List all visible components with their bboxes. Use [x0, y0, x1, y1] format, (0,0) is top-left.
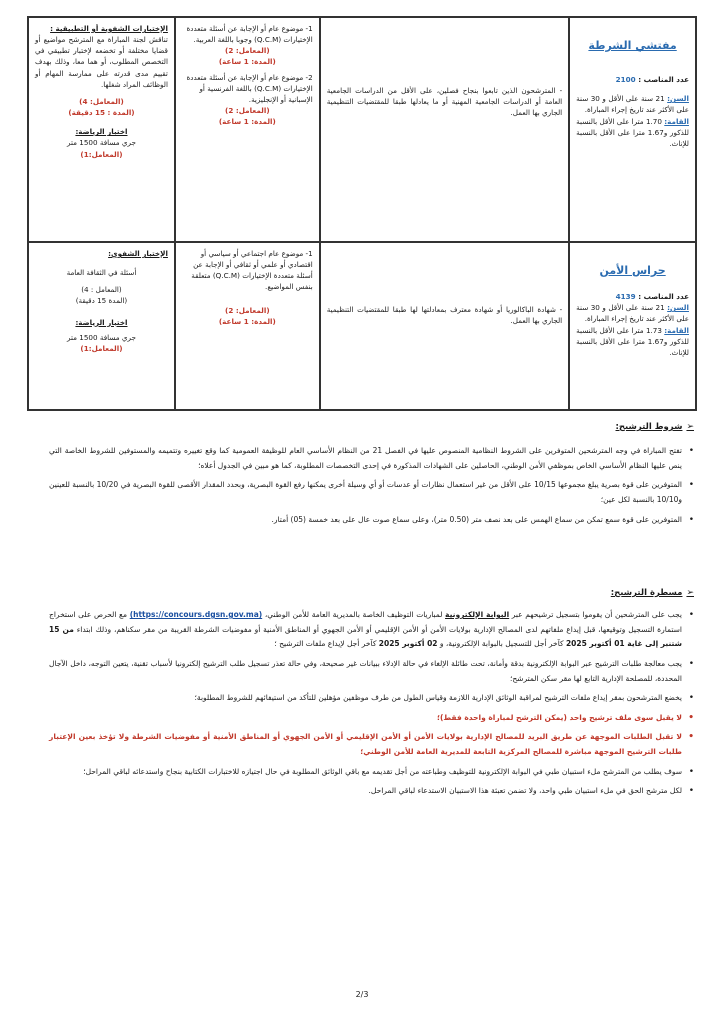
sport-title: اختبار الرياضة:: [75, 317, 128, 327]
oral-title: الإختبارات الشفوية أو التطبيقية :: [50, 24, 168, 33]
portal-link[interactable]: (https://concours.dgsn.gov.ma): [129, 610, 263, 619]
age-text: 21 سنة على الأقل و 30 سنة على الأكثر عند تاريخ إجراء المباراة.: [576, 94, 689, 115]
list-item: • لكل مترشح الحق في ملء استبيان طبي واحد، ولا تضمن تعبئة هذا الاستبيان الاستدعاء لباقي المراحل.: [49, 784, 694, 799]
conditions-cell: [320, 17, 569, 242]
post-title: حراس الأمن: [599, 264, 666, 277]
list-item: • لا يقبل سوى ملف ترشيح واحد (يمكن الترشح لمباراة واحدة فقط)؛: [49, 711, 694, 726]
list-item: • المتوفرين على قوة بصرية يبلغ مجموعها 10/15 على الأقل من غير استعمال نظارات أو عدسات أو أي وسيلة أخرى يمكنها رفع القوة البصرية، وبحدد المقدار الأقصى للقوة البصرية في 10/20 بالنسبة للعينين و10/10 بالنسبة لكل عين؛: [49, 478, 694, 507]
height-text: 1.70 مترا على الأقل بالنسبة للذكور و1.67 مترا على الأقل بالنسبة للإناث.: [576, 116, 689, 148]
table-row: [28, 242, 696, 410]
post-title: مفتشي الشرطة: [588, 39, 677, 52]
count-value: 4139: [615, 292, 636, 302]
count-label: عدد المناصب :: [638, 75, 689, 85]
oral-text: تناقش لجنة المباراة مع المترشح مواضيع أو قضايا مختلفة أو تخضعه لإختبار تطبيقي في التخصص المطلوب، أو هما معا، وذلك بهدف تقييم مدى قدرته على ممارسة المهام أو الوظائف المراد شغلها.: [35, 35, 168, 89]
conditions-cell: [320, 242, 569, 410]
oral-title: الإختبار الشفوي:: [108, 249, 168, 258]
conditions-text: - شهادة الباكالوريا أو شهادة معترف بمعادلتها لها طبقا للمقتضيات التنظيمية الجاري بها العمل.: [326, 305, 563, 326]
section-heading: ➢ شروط الترشيح:: [615, 422, 694, 432]
list-item: • سوف يطلب من المترشح ملء استبيان طبي في البوابة الإلكترونية للتوظيف وطباعته من أجل تقديمه مع باقي الوثائق المطلوبة في حال اجتيازه للاختبارات الكتابية بنجاح واستدعائه لباقي المراحل؛: [49, 765, 694, 780]
table-row: [28, 17, 696, 242]
post-cell: [569, 17, 696, 242]
age-label: السن:: [667, 94, 689, 104]
list-item: • لا تقبل الطلبات الموجهة عن طريق البريد للمصالح الإدارية بولايات الأمن أو الأمن الإقليمي أو الأمن الجهوي أو المناطق الأمنية أو مفوضيات الشرطة ولا تؤخذ بعين الإعتبار طلبات الترشيح الموجهة مباشرة للمصالح المركزية التابعة للمديرية العامة للأمن الوطني؛: [49, 730, 694, 759]
list-item: • يجب على المترشحين أن يقوموا بتسجيل ترشيحهم عبر البوابة الإلكترونية لمباريات التوظيف الخاصة بالمديرية العامة للأمن الوطني، (https://concours.dgsn.gov.ma) مع الحرص على استخراج استمارة التسجيل وتوقيعها، قبل إيداع ملفاتهم لدى المصالح الإدارية بولايات الأمن أو الأمن الإقليمي أو الأمن الجهوي أو المناطق الأمنية أو مفوضيات الشرطة القريبة من مقر سكناهم، وذلك ابتداء من 15 شتنبر إلى غاية 01 أكتوبر 2025 كآخر أجل للتسجيل بالبوابة الإلكترونية، و 02 أكتوبر 2025 كآخر أجل لإيداع ملفات الترشيح ؛: [49, 608, 694, 652]
height-label: القامة:: [664, 325, 689, 335]
arrow-bullet-icon: ➢: [686, 588, 694, 598]
oral-text: أسئلة في الثقافة العامة: [66, 268, 137, 278]
height-label: القامة:: [664, 116, 689, 126]
positions-table: [27, 16, 697, 411]
list-item: • يخضع المترشحون بمقر إيداع ملفات الترشيح لمراقبة الوثائق الإدارية اللازمة وقياس الطول من طرف موظفين مؤهلين للتأكد من استيفائهم للشروط المطلوبة؛: [49, 691, 694, 706]
arrow-bullet-icon: ➢: [686, 422, 694, 432]
list-item: • يجب معالجة طلبات الترشيح عبر البوابة الإلكترونية بدقة وأمانة، تحت طائلة الإلغاء في حالة الإدلاء ببيانات غير صحيحة، وفي حالة تعذر تسجيل طلب الترشيح إلكترونيا لأسباب تقنية، يتعين التوجه، داخل الآجال المحددة، للمصلحة الإدارية التابع لها مقر سكن المترشح؛: [49, 657, 694, 686]
section-heading: ➢ مسطرة الترشيح:: [610, 588, 694, 598]
age-text: 21 سنة على الأقل و 30 سنة على الأكثر عند تاريخ إجراء المباراة.: [576, 303, 689, 324]
written-item: 1- موضوع عام أو الإجابة عن أسئلة متعددة الإختيارات (Q.C.M) وجوبا باللغة العربية. (المعامل: 2) (المدة: 1 ساعة): [186, 24, 313, 67]
written-cell: [175, 17, 320, 242]
oral-cell: الإختبار الشفوي: أسئلة في الثقافة العامة (المعامل : 4) (المدة 15 دقيقة) اختبار الرياضة: جري مسافة 1500 متر (المعامل:1): [28, 242, 175, 410]
conditions-text: - المترشحون الذين تابعوا بنجاح فصلين، على الأقل من الدراسات الجامعية العامة أو الدراسات الجامعية المهنية أو ما يعادلها طبقا للمقتضيات التنظيمية الجاري بها العمل.: [326, 86, 563, 118]
conditions-list: [49, 444, 694, 532]
count-label: عدد المناصب :: [638, 292, 689, 302]
page-number: 2/3: [355, 990, 369, 999]
list-item: • تفتح المباراة في وجه المترشحين المتوفرين على الشروط النظامية المنصوص عليها في الفصل 21 من النظام الأساسي العام للوظيفة العمومية كما وقع تغييره وتتميمه والمستوفين للشروط الخاصة التي ينص عليها النظام الأساسي الخاص بموظفي الأمن الوطني، الحاصلين على الشهادات المذكورة في إحدى التخصصات المطلوبة، كما هو مبين في الجدول أعلاه؛: [49, 444, 694, 473]
count-value: 2100: [615, 75, 636, 85]
sport-title: اختبار الرياضة:: [75, 127, 128, 137]
age-label: السن:: [667, 303, 689, 313]
height-text: 1.73 مترا على الأقل بالنسبة للذكور و1.67 مترا على الأقل بالنسبة للإناث.: [576, 325, 689, 357]
written-item: 2- موضوع عام أو الإجابة عن أسئلة متعددة الإختيارات (Q.C.M) باللغة الفرنسية أو الإسبانية أو الإنجليزية. (المعامل: 2) (المدة: 1 ساعة): [186, 72, 313, 127]
list-item: • المتوفرين على قوة سمع تمكن من سماع الهمس على بعد نصف متر (0.50 متر)، وعلى سماع صوت عال على بعد خمسة (05) أمتار.: [49, 513, 694, 528]
post-cell: [569, 242, 696, 410]
procedure-list: [49, 608, 694, 804]
oral-cell: الإختبارات الشفوية أو التطبيقية : تناقش لجنة المباراة مع المترشح مواضيع أو قضايا مختلفة أو تخضعه لإختبار تطبيقي في التخصص المطلوب، أو هما معا، وذلك بهدف تقييم مدى قدرته على ممارسة المهام أو الوظائف المراد شغلها. (المعامل: 4) (المدة : 15 دقيقة) اختبار الرياضة: جري مسافة 1500 متر (المعامل:1): [28, 17, 175, 242]
written-cell: [175, 242, 320, 410]
written-item: 1- موضوع عام اجتماعي أو سياسي أو اقتصادي أو علمي أو ثقافي أو الإجابة عن أسئلة متعددة الإختيارات (Q.C.M) متعلقة بنفس المواضيع. (المعامل: 2) (المدة: 1 ساعة): [191, 249, 313, 326]
